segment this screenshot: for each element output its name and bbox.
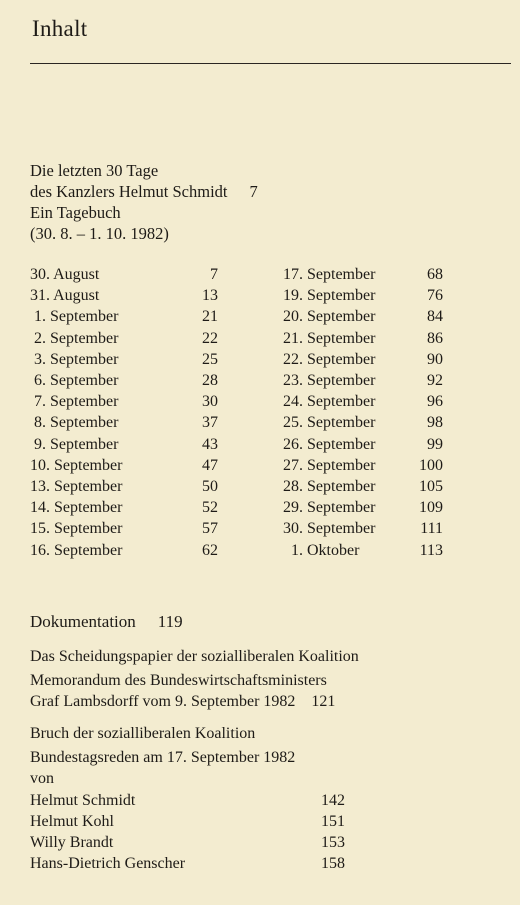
toc-entry-label: 14. September — [30, 499, 123, 517]
toc-entry-label: 27. September — [283, 456, 376, 474]
toc-entry — [30, 349, 218, 370]
toc-entry-page: 30 — [202, 393, 218, 411]
documentation-title: Dokumentation — [30, 612, 136, 631]
toc-entry — [30, 370, 218, 391]
page-title: Inhalt — [32, 16, 88, 41]
toc-entry-label: 7. September — [30, 393, 119, 411]
toc-entry — [283, 476, 443, 497]
toc-entry-page: 21 — [202, 308, 218, 326]
toc-entry-page: 158 — [321, 855, 345, 872]
toc-entry-page: 99 — [427, 435, 443, 453]
toc-entry-page: 113 — [419, 541, 443, 559]
toc-entry — [283, 497, 443, 518]
toc-entry — [283, 370, 443, 391]
toc-entry-label: 19. September — [283, 287, 376, 305]
toc-entry-page: 153 — [321, 834, 345, 851]
documentation-heading — [30, 612, 183, 632]
toc-entry-label: 28. September — [283, 478, 376, 496]
toc-entry-label: 3. September — [30, 350, 119, 368]
toc-entry — [30, 285, 218, 306]
toc-entry-label: 8. September — [30, 414, 119, 432]
toc-entry-page: 84 — [427, 308, 443, 326]
toc-entry-label: 2. September — [30, 329, 119, 347]
toc-entry-page: 100 — [419, 456, 443, 474]
toc-entry — [30, 476, 218, 497]
toc-entry-label: 16. September — [30, 541, 123, 559]
toc-entry — [30, 412, 218, 433]
toc-entry — [283, 349, 443, 370]
toc-entry-page: 13 — [202, 287, 218, 305]
toc-entry — [30, 306, 218, 327]
intro-line-2-text: des Kanzlers Helmut Schmidt — [30, 182, 228, 201]
intro-line-1: Die letzten 30 Tage — [30, 161, 159, 180]
toc-entry — [283, 540, 443, 561]
toc-entry-page: 25 — [202, 350, 218, 368]
toc-entry-page: 22 — [202, 329, 218, 347]
toc-entry-label: 1. Oktober — [283, 541, 360, 559]
toc-entry-label: 30. September — [283, 520, 376, 538]
toc-entry — [30, 391, 218, 412]
intro-line-3: Ein Tagebuch — [30, 203, 121, 222]
toc-entry-page: 111 — [420, 520, 443, 538]
diary-column-left — [30, 264, 218, 561]
toc-entry-page: 47 — [202, 456, 218, 474]
speeches-line-2: von — [30, 770, 54, 787]
memo-page-number: 121 — [311, 693, 336, 710]
section-bruch: Bruch der sozialliberalen Koalition — [30, 725, 256, 742]
toc-entry — [283, 306, 443, 327]
toc-entry-label: 21. September — [283, 329, 376, 347]
toc-entry-page: 57 — [202, 520, 218, 538]
toc-entry-label: 13. September — [30, 478, 123, 496]
intro-line-2 — [30, 181, 258, 202]
toc-entry-page: 7 — [210, 266, 218, 283]
diary-column-right — [283, 264, 443, 561]
toc-entry — [30, 811, 345, 832]
toc-entry-label: 23. September — [283, 372, 376, 390]
toc-entry-page: 90 — [427, 350, 443, 368]
toc-entry-label: 20. September — [283, 308, 376, 326]
toc-entry — [30, 434, 218, 455]
toc-entry — [283, 264, 443, 285]
toc-entry — [30, 497, 218, 518]
speaker-list — [30, 790, 345, 874]
title-rule — [30, 63, 511, 64]
toc-entry-label: 25. September — [283, 414, 376, 432]
toc-entry-page: 151 — [321, 813, 345, 830]
toc-entry-page: 98 — [427, 414, 443, 432]
intro-page-number: 7 — [249, 182, 258, 201]
toc-entry-page: 86 — [427, 329, 443, 347]
toc-entry — [30, 328, 218, 349]
toc-entry-page: 109 — [419, 499, 443, 517]
toc-entry-page: 68 — [427, 266, 443, 283]
toc-entry-label: Hans-Dietrich Genscher — [30, 855, 186, 872]
toc-entry-page: 92 — [427, 372, 443, 390]
toc-entry-page: 52 — [202, 499, 218, 517]
memo-line-2 — [30, 691, 335, 712]
memo-line-1: Memorandum des Bundeswirtschaftsministers — [30, 672, 327, 689]
toc-entry — [283, 285, 443, 306]
toc-entry-label: 24. September — [283, 393, 376, 411]
toc-entry — [283, 412, 443, 433]
memo-line-2-text: Graf Lambsdorff vom 9. September 1982 — [30, 693, 296, 710]
toc-entry-label: 17. September — [283, 266, 376, 283]
toc-entry-page: 76 — [427, 287, 443, 305]
toc-entry — [30, 264, 218, 285]
toc-entry — [30, 518, 218, 539]
toc-entry-label: 30. August — [30, 266, 100, 283]
toc-entry — [30, 455, 218, 476]
toc-entry — [30, 853, 345, 874]
toc-entry — [283, 518, 443, 539]
toc-entry-label: Willy Brandt — [30, 834, 114, 851]
toc-entry-label: 31. August — [30, 287, 100, 305]
toc-entry — [30, 540, 218, 561]
toc-entry — [283, 434, 443, 455]
toc-entry-label: 6. September — [30, 372, 119, 390]
toc-entry-page: 28 — [202, 372, 218, 390]
toc-entry — [30, 832, 345, 853]
toc-entry-page: 96 — [427, 393, 443, 411]
toc-entry — [283, 455, 443, 476]
toc-entry-label: Helmut Kohl — [30, 813, 114, 830]
toc-entry — [30, 790, 345, 811]
toc-entry-page: 37 — [202, 414, 218, 432]
toc-entry-page: 142 — [321, 792, 345, 809]
toc-entry — [283, 328, 443, 349]
toc-entry-page: 43 — [202, 435, 218, 453]
intro-line-4: (30. 8. – 1. 10. 1982) — [30, 224, 169, 243]
intro-block — [30, 160, 258, 244]
toc-entry — [283, 391, 443, 412]
toc-entry-label: 10. September — [30, 456, 123, 474]
toc-entry-page: 62 — [202, 541, 218, 559]
section-scheidungspapier: Das Scheidungspapier der sozialliberalen Koalition — [30, 648, 359, 665]
toc-entry-page: 105 — [419, 478, 443, 496]
toc-entry-label: Helmut Schmidt — [30, 792, 136, 809]
toc-entry-label: 15. September — [30, 520, 123, 538]
toc-entry-label: 29. September — [283, 499, 376, 517]
toc-entry-label: 22. September — [283, 350, 376, 368]
toc-entry-label: 1. September — [30, 308, 119, 326]
toc-entry-label: 9. September — [30, 435, 119, 453]
speeches-line-1: Bundestagsreden am 17. September 1982 — [30, 749, 296, 766]
documentation-page-number: 119 — [157, 612, 183, 631]
toc-entry-page: 50 — [202, 478, 218, 496]
toc-entry-label: 26. September — [283, 435, 376, 453]
